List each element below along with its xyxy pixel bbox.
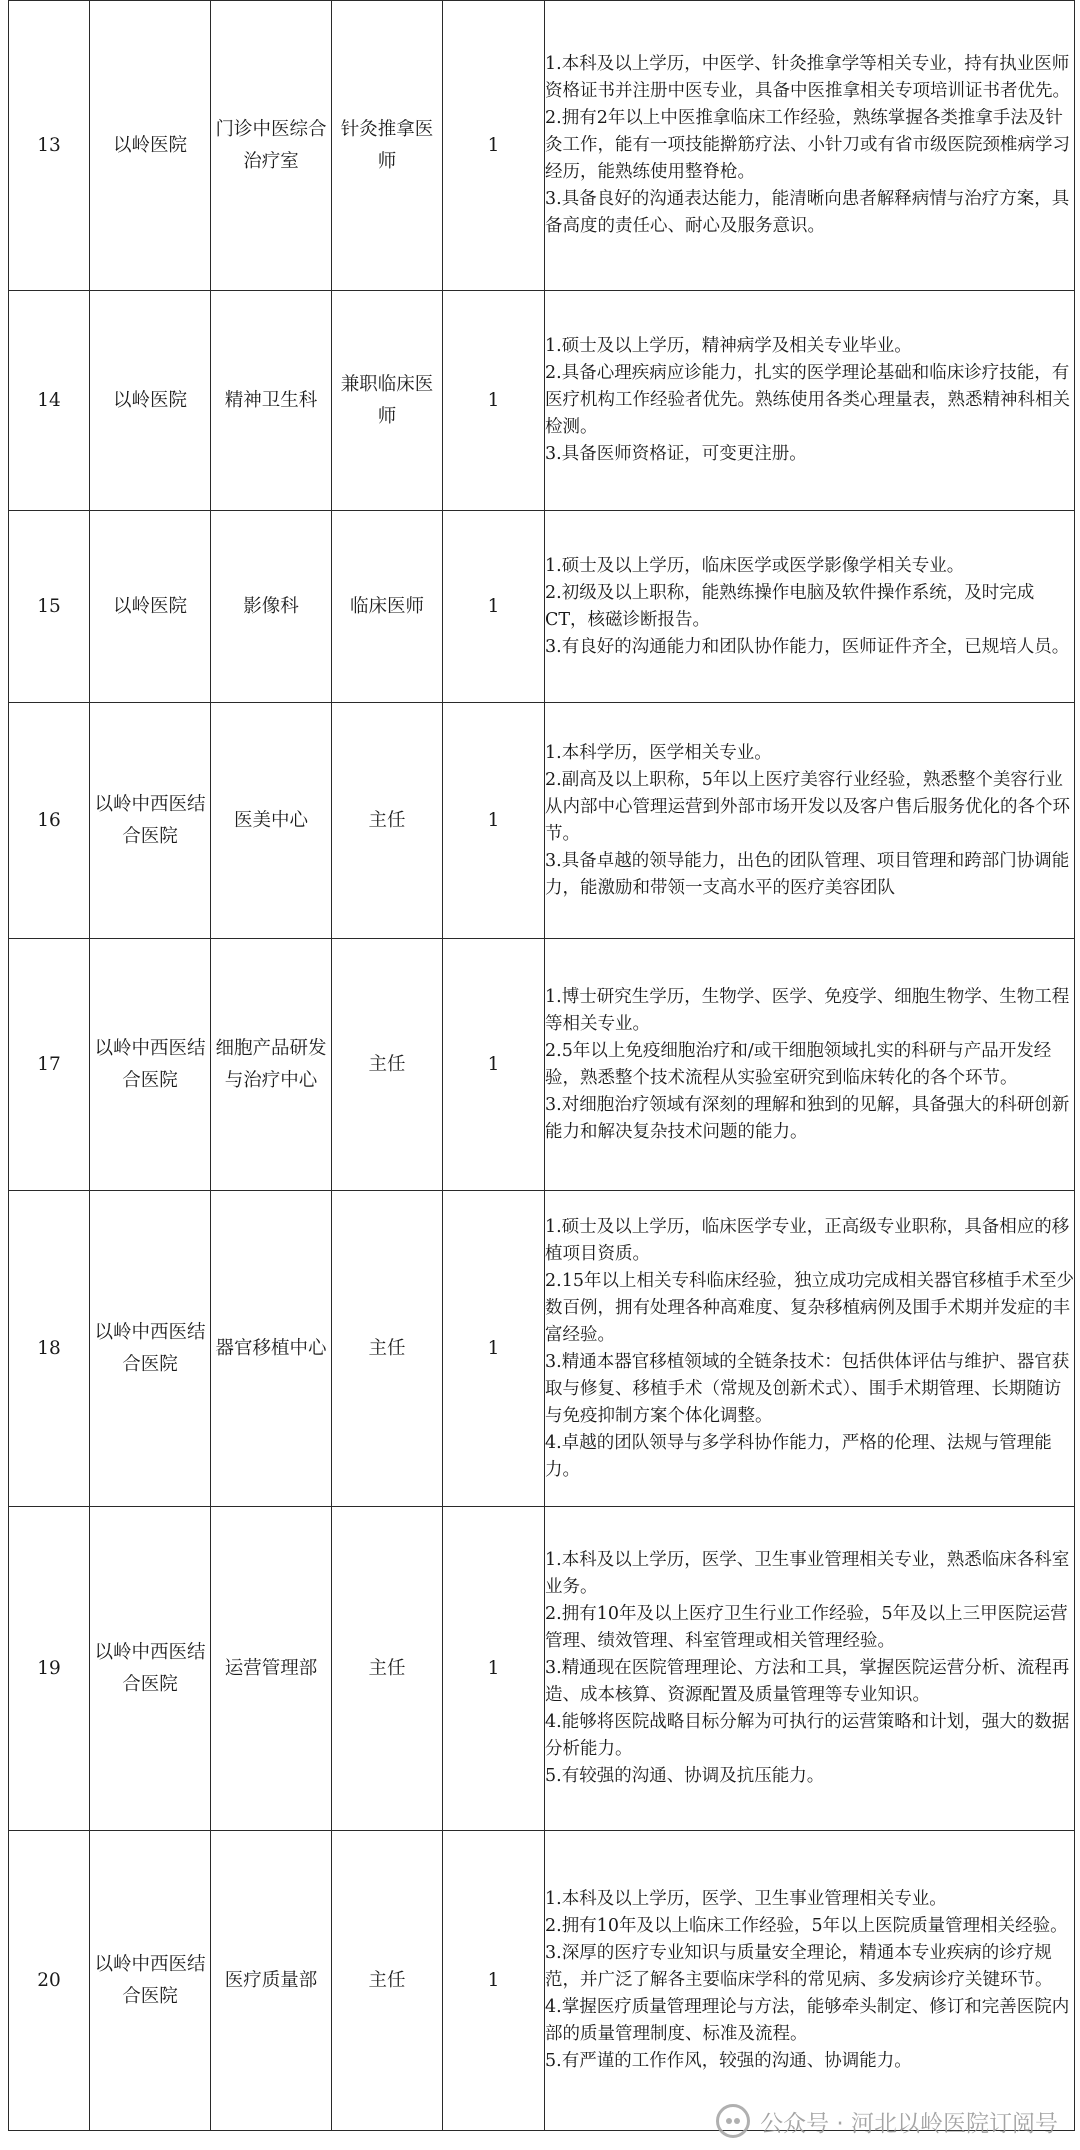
cell-hospital: 以岭中西医结合医院 [90,1507,211,1831]
requirement-item: 4.能够将医院战略目标分解为可执行的运营策略和计划，强大的数据分析能力。 [545,1712,1070,1759]
cell-count: 1 [443,1507,545,1831]
cell-count: 1 [443,1831,545,2131]
recruitment-table [8,0,1075,2131]
cell-position: 主任 [332,1507,443,1831]
cell-position: 临床医师 [332,511,443,703]
cell-requirements [545,1,1075,291]
watermark [716,2104,1058,2138]
cell-requirements [545,291,1075,511]
cell-count: 1 [443,1,545,291]
requirement-item: 1.硕士及以上学历，精神病学及相关专业毕业。 [545,336,912,356]
cell-position: 主任 [332,703,443,939]
requirement-item: 5.有较强的沟通、协调及抗压能力。 [545,1766,825,1786]
table-body [9,1,1075,2131]
cell-hospital: 以岭医院 [90,291,211,511]
cell-hospital: 以岭医院 [90,511,211,703]
requirement-item: 2.副高及以上职称，5年以上医疗美容行业经验，熟悉整个美容行业从内部中心管理运营到外部市场开发以及客户售后服务优化的各个环节。 [545,769,1070,844]
cell-number: 18 [9,1191,90,1507]
requirement-item: 2.5年以上免疫细胞治疗和/或干细胞领域扎实的科研与产品开发经验，熟悉整个技术流程从实验室研究到临床转化的各个环节。 [545,1040,1052,1088]
cell-hospital: 以岭中西医结合医院 [90,1191,211,1507]
requirement-item: 3.具备卓越的领导能力，出色的团队管理、项目管理和跨部门协调能力，能激励和带领一支高水平的医疗美容团队 [545,850,1070,898]
requirement-item: 1.硕士及以上学历，临床医学或医学影像学相关专业。 [545,555,965,576]
cell-hospital: 以岭医院 [90,1,211,291]
requirement-item: 1.博士研究生学历，生物学、医学、免疫学、细胞生物学、生物工程等相关专业。 [545,986,1070,1034]
requirement-item: 3.深厚的医疗专业知识与质量安全理论，精通本专业疾病的诊疗规范，并广泛了解各主要临床学科的常见病、多发病诊疗关键环节。 [545,1943,1053,1990]
cell-requirements [545,1831,1075,2131]
cell-number: 14 [9,291,90,511]
cell-requirements [545,939,1075,1191]
cell-count: 1 [443,291,545,511]
wechat-icon [716,2104,750,2138]
table-row [9,1191,1075,1507]
cell-number: 19 [9,1507,90,1831]
requirement-item: 1.本科及以上学历，医学、卫生事业管理相关专业。 [545,1889,947,1909]
table-row [9,1831,1075,2131]
cell-position: 兼职临床医师 [332,291,443,511]
requirement-item: 2.具备心理疾病应诊能力，扎实的医学理论基础和临床诊疗技能，有医疗机构工作经验者优先。熟练使用各类心理量表，熟悉精神科相关检测。 [545,363,1070,437]
requirement-item: 3.具备医师资格证，可变更注册。 [545,444,807,464]
table-row [9,291,1075,511]
cell-department: 门诊中医综合治疗室 [211,1,332,291]
requirement-item: 2.拥有10年及以上临床工作经验，5年以上医院质量管理相关经验。 [545,1916,1068,1936]
watermark-text: 公众号 · 河北以岭医院订阅号 [760,2110,1058,2137]
cell-hospital: 以岭中西医结合医院 [90,939,211,1191]
cell-requirements [545,703,1075,939]
cell-requirements [545,511,1075,703]
cell-department: 精神卫生科 [211,291,332,511]
cell-count: 1 [443,1191,545,1507]
requirement-item: 3.精通现在医院管理理论、方法和工具，掌握医院运营分析、流程再造、成本核算、资源配置及质量管理等专业知识。 [545,1658,1070,1705]
cell-department: 运营管理部 [211,1507,332,1831]
requirement-item: 3.精通本器官移植领域的全链条技术：包括供体评估与维护、器官获取与修复、移植手术（常规及创新术式）、围手术期管理、长期随访与免疫抑制方案个体化调整。 [545,1351,1070,1426]
cell-department: 影像科 [211,511,332,703]
requirement-item: 2.15年以上相关专科临床经验，独立成功完成相关器官移植手术至少数百例，拥有处理各种高难度、复杂移植病例及围手术期并发症的丰富经验。 [545,1270,1074,1345]
table-row [9,1507,1075,1831]
cell-count: 1 [443,939,545,1191]
table-row [9,1,1075,291]
cell-number: 20 [9,1831,90,2131]
cell-department: 医美中心 [211,703,332,939]
cell-department: 细胞产品研发与治疗中心 [211,939,332,1191]
cell-position: 主任 [332,1191,443,1507]
table-row [9,939,1075,1191]
requirement-item: 3.有良好的沟通能力和团队协作能力，医师证件齐全，已规培人员。 [545,636,1070,657]
cell-number: 17 [9,939,90,1191]
cell-hospital: 以岭中西医结合医院 [90,1831,211,2131]
cell-number: 16 [9,703,90,939]
cell-requirements [545,1191,1075,1507]
cell-requirements [545,1507,1075,1831]
requirement-item: 1.本科及以上学历，医学、卫生事业管理相关专业，熟悉临床各科室业务。 [545,1550,1070,1597]
cell-number: 13 [9,1,90,291]
requirement-item: 2.初级及以上职称，能熟练操作电脑及软件操作系统，及时完成CT，核磁诊断报告。 [545,582,1035,630]
requirement-item: 3.对细胞治疗领域有深刻的理解和独到的见解，具备强大的科研创新能力和解决复杂技术问题的能力。 [545,1094,1070,1142]
cell-department: 器官移植中心 [211,1191,332,1507]
table-row [9,511,1075,703]
requirement-item: 1.本科及以上学历，中医学、针灸推拿学等相关专业，持有执业医师资格证书并注册中医专业，具备中医推拿相关专项培训证书者优先。 [545,54,1070,101]
cell-department: 医疗质量部 [211,1831,332,2131]
requirement-item: 4.掌握医疗质量管理理论与方法，能够牵头制定、修订和完善医院内部的质量管理制度、标准及流程。 [545,1997,1070,2044]
requirement-item: 2.拥有2年以上中医推拿临床工作经验，熟练掌握各类推拿手法及针灸工作，能有一项技能擀筋疗法、小针刀或有省市级医院颈椎病学习经历，能熟练使用整脊枪。 [545,108,1070,182]
table-row [9,703,1075,939]
cell-hospital: 以岭中西医结合医院 [90,703,211,939]
cell-position: 主任 [332,1831,443,2131]
cell-number: 15 [9,511,90,703]
requirement-item: 5.有严谨的工作作风，较强的沟通、协调能力。 [545,2051,912,2071]
cell-position: 针灸推拿医师 [332,1,443,291]
requirement-item: 4.卓越的团队领导与多学科协作能力，严格的伦理、法规与管理能力。 [545,1432,1052,1480]
requirement-item: 1.硕士及以上学历，临床医学专业，正高级专业职称，具备相应的移植项目资质。 [545,1216,1070,1264]
cell-count: 1 [443,511,545,703]
cell-position: 主任 [332,939,443,1191]
cell-count: 1 [443,703,545,939]
requirement-item: 1.本科学历，医学相关专业。 [545,742,772,763]
requirement-item: 2.拥有10年及以上医疗卫生行业工作经验，5年及以上三甲医院运营管理、绩效管理、科室管理或相关管理经验。 [545,1604,1068,1651]
requirement-item: 3.具备良好的沟通表达能力，能清晰向患者解释病情与治疗方案，具备高度的责任心、耐心及服务意识。 [545,189,1070,236]
